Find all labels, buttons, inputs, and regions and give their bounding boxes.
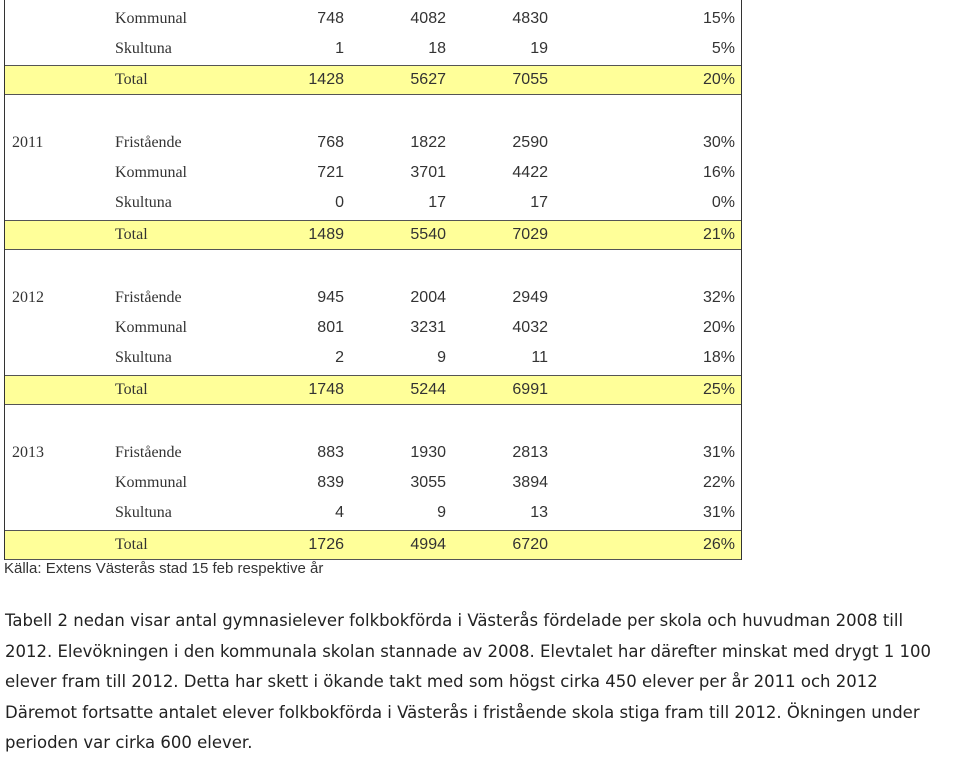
percent-cell: 25% bbox=[702, 381, 735, 398]
table-total-row bbox=[5, 220, 741, 250]
organization-cell: Fristående bbox=[115, 289, 182, 306]
organization-cell: Total bbox=[115, 536, 148, 553]
value-cell-1: 945 bbox=[317, 289, 344, 306]
organization-cell: Skultuna bbox=[115, 504, 172, 521]
organization-cell: Total bbox=[115, 226, 148, 243]
organization-cell: Total bbox=[115, 381, 148, 398]
value-cell-2: 17 bbox=[428, 194, 446, 211]
value-cell-1: 801 bbox=[317, 319, 344, 336]
table-row bbox=[5, 130, 741, 156]
source-note: Källa: Extens Västerås stad 15 feb respektive år bbox=[4, 560, 324, 577]
year-cell: 2011 bbox=[12, 134, 44, 151]
value-cell-3: 2590 bbox=[512, 134, 548, 151]
organization-cell: Kommunal bbox=[115, 164, 187, 181]
value-cell-2: 9 bbox=[437, 504, 446, 521]
paragraph-line: Däremot fortsatte antalet elever folkbokförda i Västerås i fristående skola stiga fram till 2012. Ökningen under bbox=[5, 702, 920, 722]
year-cell: 2013 bbox=[12, 444, 44, 461]
percent-cell: 16% bbox=[702, 164, 735, 181]
value-cell-1: 0 bbox=[335, 194, 344, 211]
percent-cell: 20% bbox=[702, 319, 735, 336]
table-row bbox=[5, 470, 741, 496]
organization-cell: Kommunal bbox=[115, 10, 187, 27]
paragraph-line: 2012. Elevökningen i den kommunala skolan stannade av 2008. Elevtalet har därefter minskat med drygt 1 100 bbox=[5, 641, 932, 661]
paragraph-line: elever fram till 2012. Detta har skett i ökande takt med som högst cirka 450 elever per år 2011 och 2012 bbox=[5, 672, 878, 691]
value-cell-3: 7029 bbox=[512, 226, 548, 243]
value-cell-1: 883 bbox=[317, 444, 344, 461]
percent-cell: 31% bbox=[702, 444, 735, 461]
table-row bbox=[5, 190, 741, 216]
value-cell-1: 1748 bbox=[308, 381, 344, 398]
table-row bbox=[5, 345, 741, 371]
percent-cell: 22% bbox=[702, 474, 735, 491]
percent-cell: 21% bbox=[702, 226, 735, 243]
year-cell: 2012 bbox=[12, 289, 44, 306]
table-total-row bbox=[5, 65, 741, 95]
value-cell-2: 2004 bbox=[410, 289, 446, 306]
percent-cell: 20% bbox=[702, 71, 735, 88]
value-cell-2: 1930 bbox=[410, 444, 446, 461]
organization-cell: Total bbox=[115, 71, 148, 88]
percent-cell: 32% bbox=[702, 289, 735, 306]
value-cell-1: 721 bbox=[317, 164, 344, 181]
percent-cell: 15% bbox=[702, 10, 735, 27]
value-cell-1: 4 bbox=[335, 504, 344, 521]
value-cell-2: 3231 bbox=[410, 319, 446, 336]
value-cell-2: 3701 bbox=[410, 164, 446, 181]
value-cell-2: 1822 bbox=[410, 134, 446, 151]
value-cell-1: 1 bbox=[335, 40, 344, 57]
value-cell-3: 2949 bbox=[512, 289, 548, 306]
organization-cell: Kommunal bbox=[115, 474, 187, 491]
table-row bbox=[5, 160, 741, 186]
value-cell-2: 3055 bbox=[410, 474, 446, 491]
percent-cell: 30% bbox=[702, 134, 735, 151]
organization-cell: Skultuna bbox=[115, 40, 172, 57]
body-paragraph bbox=[5, 606, 955, 759]
percent-cell: 5% bbox=[711, 40, 735, 57]
table-row bbox=[5, 315, 741, 341]
value-cell-3: 4032 bbox=[512, 319, 548, 336]
percent-cell: 26% bbox=[702, 536, 735, 553]
value-cell-2: 5540 bbox=[410, 226, 446, 243]
value-cell-1: 1428 bbox=[308, 71, 344, 88]
table-row bbox=[5, 36, 741, 62]
organization-cell: Fristående bbox=[115, 134, 182, 151]
value-cell-2: 5244 bbox=[410, 381, 446, 398]
value-cell-2: 18 bbox=[428, 40, 446, 57]
paragraph-line: Tabell 2 nedan visar antal gymnasielever folkbokförda i Västerås fördelade per skola och huvudman 2008 till bbox=[5, 611, 904, 630]
organization-cell: Skultuna bbox=[115, 194, 172, 211]
organization-cell: Kommunal bbox=[115, 319, 187, 336]
organization-cell: Fristående bbox=[115, 444, 182, 461]
value-cell-3: 17 bbox=[530, 194, 548, 211]
table-row bbox=[5, 6, 741, 32]
table-row bbox=[5, 440, 741, 466]
percent-cell: 18% bbox=[702, 349, 735, 366]
value-cell-1: 748 bbox=[317, 10, 344, 27]
value-cell-2: 4082 bbox=[410, 10, 446, 27]
value-cell-1: 768 bbox=[317, 134, 344, 151]
table-row bbox=[5, 500, 741, 526]
value-cell-1: 2 bbox=[335, 349, 344, 366]
value-cell-3: 3894 bbox=[512, 474, 548, 491]
percent-cell: 31% bbox=[702, 504, 735, 521]
value-cell-3: 4422 bbox=[512, 164, 548, 181]
percent-cell: 0% bbox=[711, 194, 735, 211]
table-total-row bbox=[5, 375, 741, 405]
value-cell-3: 13 bbox=[530, 504, 548, 521]
value-cell-3: 7055 bbox=[512, 71, 548, 88]
value-cell-1: 1489 bbox=[308, 226, 344, 243]
value-cell-2: 9 bbox=[437, 349, 446, 366]
value-cell-1: 1726 bbox=[308, 536, 344, 553]
value-cell-3: 2813 bbox=[512, 444, 548, 461]
value-cell-2: 4994 bbox=[410, 536, 446, 553]
table-row bbox=[5, 285, 741, 311]
table-total-row bbox=[5, 530, 741, 560]
value-cell-3: 4830 bbox=[512, 10, 548, 27]
student-table bbox=[4, 0, 742, 560]
value-cell-1: 839 bbox=[317, 474, 344, 491]
value-cell-3: 6720 bbox=[512, 536, 548, 553]
value-cell-3: 11 bbox=[531, 349, 548, 366]
value-cell-2: 5627 bbox=[410, 71, 446, 88]
value-cell-3: 6991 bbox=[512, 381, 548, 398]
organization-cell: Skultuna bbox=[115, 349, 172, 366]
value-cell-3: 19 bbox=[530, 40, 548, 57]
paragraph-line: perioden var cirka 600 elever. bbox=[5, 733, 253, 752]
